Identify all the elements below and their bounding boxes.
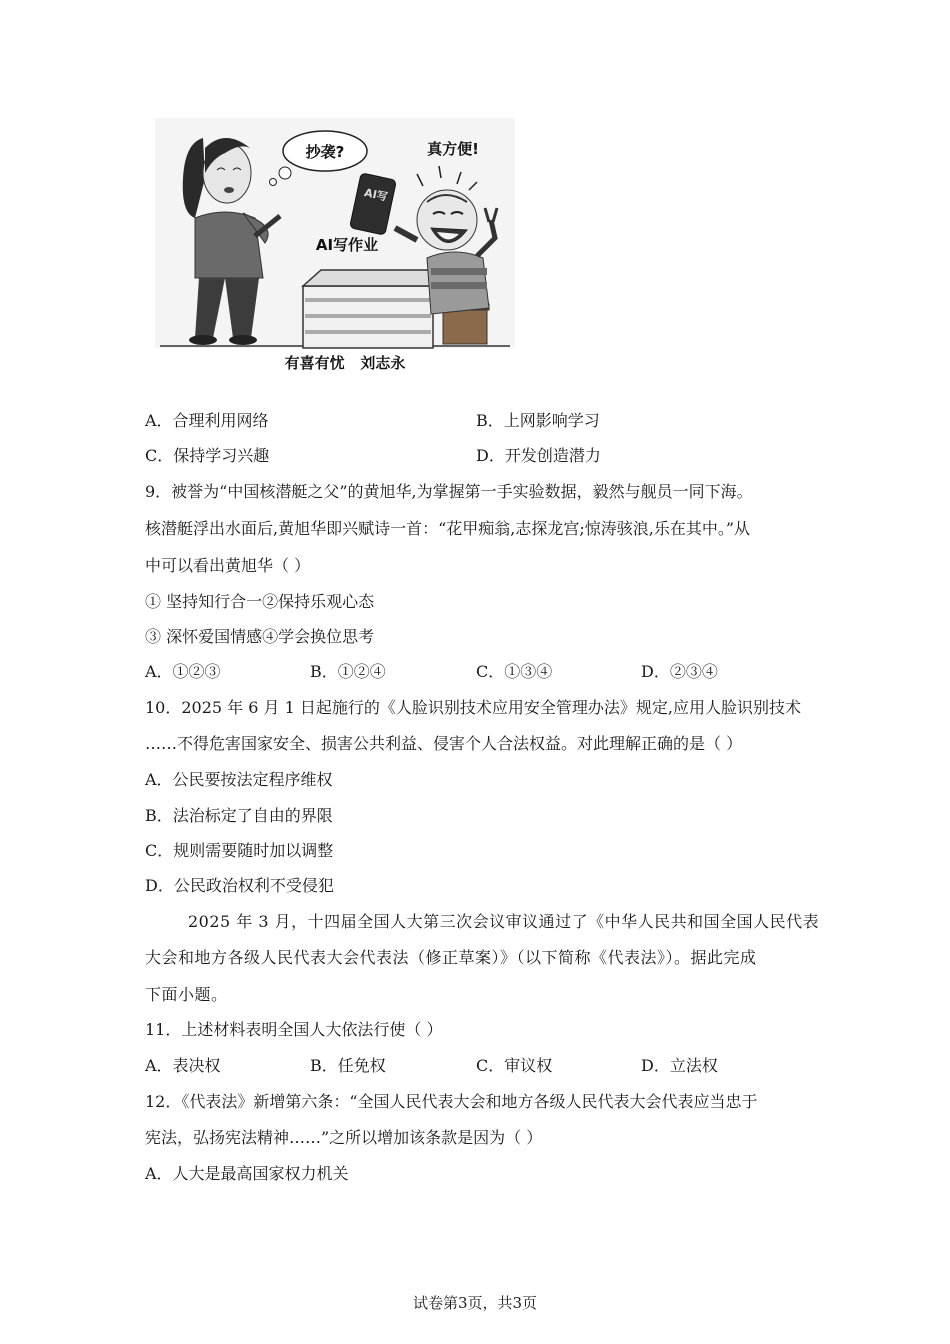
q9-stem-line2: 核潜艇浮出水面后,黄旭华即兴赋诗一首：“花甲痴翁,志探龙宫;惊涛骇浪,乐在其中。”从 xyxy=(145,519,751,538)
q10-option-b[interactable]: B．法治标定了自由的界限 xyxy=(145,806,333,825)
q11-stem: 11．上述材料表明全国人大依法行使（ ） xyxy=(145,1020,443,1039)
teacher-bubble-text: 抄袭? xyxy=(305,143,345,161)
q10-option-c[interactable]: C．规则需要随时加以调整 xyxy=(145,841,334,860)
page-footer: 试卷第3页，共3页 xyxy=(412,1294,538,1312)
q9-option-c[interactable]: C．①③④ xyxy=(476,662,553,681)
cartoon-caption: 有喜有忧 刘志永 xyxy=(284,354,406,372)
q8-option-a[interactable]: A．合理利用网络 xyxy=(145,411,269,430)
q11-option-d[interactable]: D．立法权 xyxy=(641,1056,718,1075)
q9-item-34: ③ 深怀爱国情感④学会换位思考 xyxy=(145,627,375,646)
q8-option-d[interactable]: D．开发创造潜力 xyxy=(476,446,601,465)
material-line2: 大会和地方各级人民代表大会代表法（修正草案）》（以下简称《代表法》）。据此完成 xyxy=(145,948,757,967)
q10-stem-line2: ……不得危害国家安全、损害公共利益、侵害个人合法权益。对此理解正确的是（ ） xyxy=(145,734,743,753)
material-line1: 2025 年 3 月，十四届全国人大第三次会议审议通过了《中华人民共和国全国人民代表 xyxy=(188,912,820,931)
q9-item-12: ① 坚持知行合一②保持乐观心态 xyxy=(145,592,375,611)
q10-option-d[interactable]: D．公民政治权利不受侵犯 xyxy=(145,876,334,895)
q9-stem-line3: 中可以看出黄旭华（ ） xyxy=(145,556,311,575)
cartoon-label: AI写作业 xyxy=(315,236,379,254)
cartoon-illustration xyxy=(155,118,515,378)
q11-option-b[interactable]: B．任免权 xyxy=(310,1056,386,1075)
q10-option-a[interactable]: A．公民要按法定程序维权 xyxy=(145,770,333,789)
q11-option-a[interactable]: A．表决权 xyxy=(145,1056,221,1075)
q8-option-b[interactable]: B．上网影响学习 xyxy=(476,411,600,430)
q10-stem-line1: 10．2025 年 6 月 1 日起施行的《人脸识别技术应用安全管理办法》规定,应用人脸识别技术 xyxy=(145,698,801,717)
q9-option-b[interactable]: B．①②④ xyxy=(310,662,386,681)
q11-option-c[interactable]: C．审议权 xyxy=(476,1056,553,1075)
q12-stem-line1: 12．《代表法》新增第六条：“全国人民代表大会和地方各级人民代表大会代表应当忠于 xyxy=(145,1092,758,1111)
svg-text:AI写: AI写 xyxy=(363,186,389,204)
q9-option-d[interactable]: D．②③④ xyxy=(641,662,718,681)
material-line3: 下面小题。 xyxy=(145,985,228,1004)
q9-option-a[interactable]: A．①②③ xyxy=(145,662,221,681)
q12-stem-line2: 宪法，弘扬宪法精神……”之所以增加该条款是因为（ ） xyxy=(145,1128,543,1147)
student-exclaim-text: 真方便! xyxy=(427,140,479,158)
q8-option-c[interactable]: C．保持学习兴趣 xyxy=(145,446,270,465)
q12-option-a[interactable]: A．人大是最高国家权力机关 xyxy=(145,1164,349,1183)
q9-stem-line1: 9．被誉为“中国核潜艇之父”的黄旭华,为掌握第一手实验数据，毅然与舰员一同下海。 xyxy=(145,482,753,501)
desk xyxy=(303,270,447,348)
